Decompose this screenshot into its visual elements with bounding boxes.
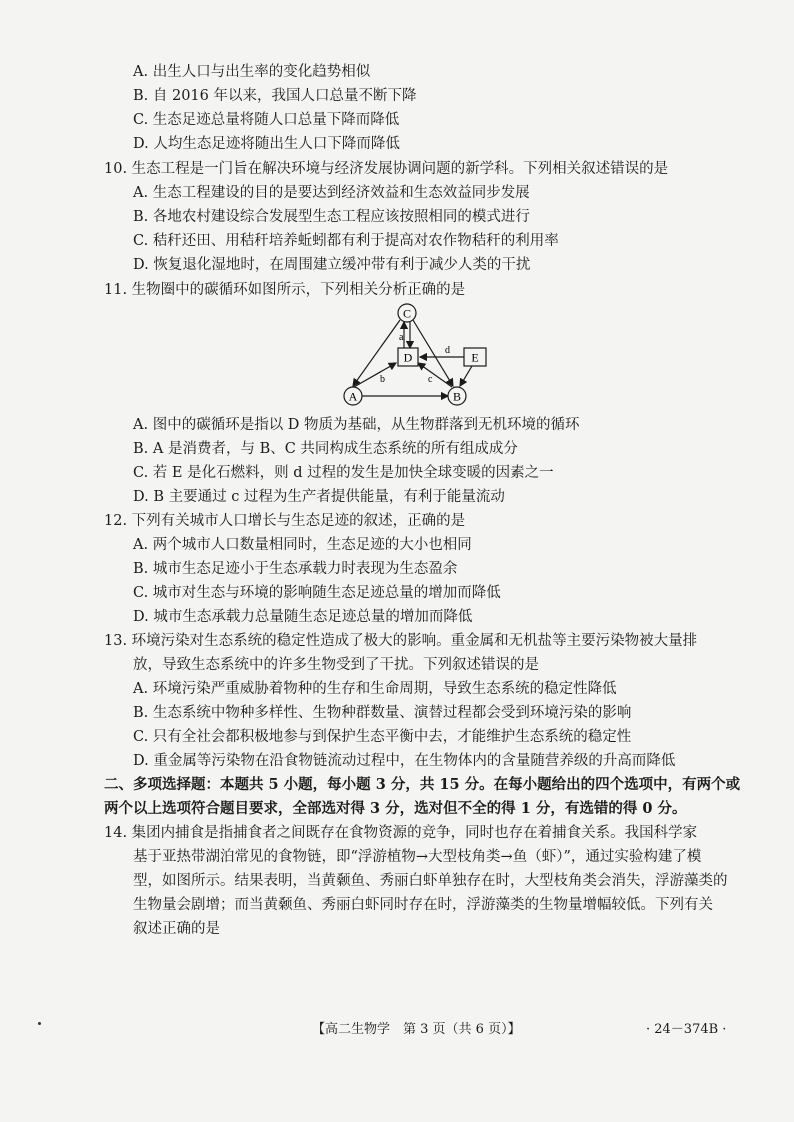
q9-option-d: D. 人均生态足迹将随出生人口下降而降低 [133,136,400,152]
node-b [448,387,466,405]
edge-label-a: a [399,332,404,343]
q12-option-b: B. 城市生态足迹小于生态承载力时表现为生态盈余 [133,561,458,577]
q13-option-d: D. 重金属等污染物在沿食物链流动过程中，在生物体内的含量随营养级的升高而降低 [133,753,676,769]
q13-option-c: C. 只有全社会都积极地参与到保护生态平衡中去，才能维护生态系统的稳定性 [133,729,632,745]
edge-label-d: d [445,345,450,356]
section2-header-line-1: 二、多项选择题：本题共 5 小题，每小题 3 分，共 15 分。在每小题给出的四个选项中，有两个或 [104,776,741,793]
q10-option-a: A. 生态工程建设的目的是要达到经济效益和生态效益同步发展 [133,185,530,201]
q10-option-c: C. 秸秆还田、用秸秆培养蚯蚓都有利于提高对农作物秸秆的利用率 [133,233,559,249]
q13-stem-line-1: 13. 环境污染对生态系统的稳定性造成了极大的影响。重金属和无机盐等主要污染物被大量排 [104,633,698,649]
q12-option-a: A. 两个城市人口数量相同时，生态足迹的大小也相同 [133,537,472,553]
footer-code: · 24－374B · [646,1022,727,1037]
q11-option-c: C. 若 E 是化石燃料，则 d 过程的发生是加快全球变暖的因素之一 [133,465,554,481]
q14-stem-line-5: 叙述正确的是 [133,921,220,937]
q13-option-a: A. 环境污染严重威胁着物种的生存和生命周期，导致生态系统的稳定性降低 [133,681,617,697]
q14-stem-line-4: 生物量会剧增；而当黄颡鱼、秀丽白虾同时存在时，浮游藻类的生物量增幅较低。下列有关 [133,897,713,913]
q13-option-b: B. 生态系统中物种多样性、生物种群数量、演替过程都会受到环境污染的影响 [133,705,632,721]
edge-label-c: c [428,374,433,385]
edge-c-to-a [353,320,400,386]
carbon-cycle-diagram [320,300,500,412]
q11-option-b: B. A 是消费者，与 B、C 共同构成生态系统的所有组成成分 [133,441,518,457]
edge-e-to-b [460,366,472,386]
q12-stem: 12. 下列有关城市人口增长与生态足迹的叙述，正确的是 [104,513,466,529]
q9-option-b: B. 自 2016 年以来，我国人口总量不断下降 [133,88,417,104]
q9-option-a: A. 出生人口与出生率的变化趋势相似 [133,64,371,80]
node-c-label: C [402,306,412,321]
q12-option-c: C. 城市对生态与环境的影响随生态足迹总量的增加而降低 [133,585,501,601]
q11-option-a: A. 图中的碳循环是指以 D 物质为基础，从生物群落到无机环境的循环 [133,417,580,433]
node-a-label: A [348,389,358,404]
q13-stem-line-2: 放，导致生态系统中的许多生物受到了干扰。下列叙述错误的是 [133,657,539,673]
q14-stem-line-3: 型，如图所示。结果表明，当黄颡鱼、秀丽白虾单独存在时，大型枝角类会消失，浮游藻类的 [133,873,728,889]
q10-option-d: D. 恢复退化湿地时，在周围建立缓冲带有利于减少人类的干扰 [133,257,531,273]
node-d [398,348,418,366]
q9-option-c: C. 生态足迹总量将随人口总量下降而降低 [133,112,400,128]
q10-option-b: B. 各地农村建设综合发展型生态工程应该按照相同的模式进行 [133,209,530,225]
section2-header-line-2: 两个以上选项符合题目要求，全部选对得 3 分，选对但不全的得 1 分，有选错的得 0 分。 [104,800,687,817]
edge-label-b: b [380,374,385,385]
q11-stem: 11. 生物圈中的碳循环如图所示，下列相关分析正确的是 [104,282,466,298]
q10-stem: 10. 生态工程是一门旨在解决环境与经济发展协调问题的新学科。下列相关叙述错误的是 [104,161,669,177]
node-d-label: D [403,350,413,365]
q11-option-d: D. B 主要通过 c 过程为生产者提供能量，有利于能量流动 [133,489,505,505]
node-e [464,348,486,366]
q14-stem-line-1: 14. 集团内捕食是指捕食者之间既存在食物资源的竞争，同时也存在着捕食关系。我国科学家 [104,825,698,841]
node-c [398,304,416,322]
node-b-label: B [452,389,462,404]
node-a [344,387,362,405]
footer-dot [38,1022,41,1025]
q14-stem-line-2: 基于亚热带湖泊常见的食物链，即“浮游植物→大型枝角类→鱼（虾）”，通过实验构建了模 [133,849,702,865]
q12-option-d: D. 城市生态承载力总量随生态足迹总量的增加而降低 [133,609,473,625]
node-e-label: E [471,350,479,365]
footer-page-info: 【高二生物学 第 3 页（共 6 页）】 [312,1022,521,1037]
